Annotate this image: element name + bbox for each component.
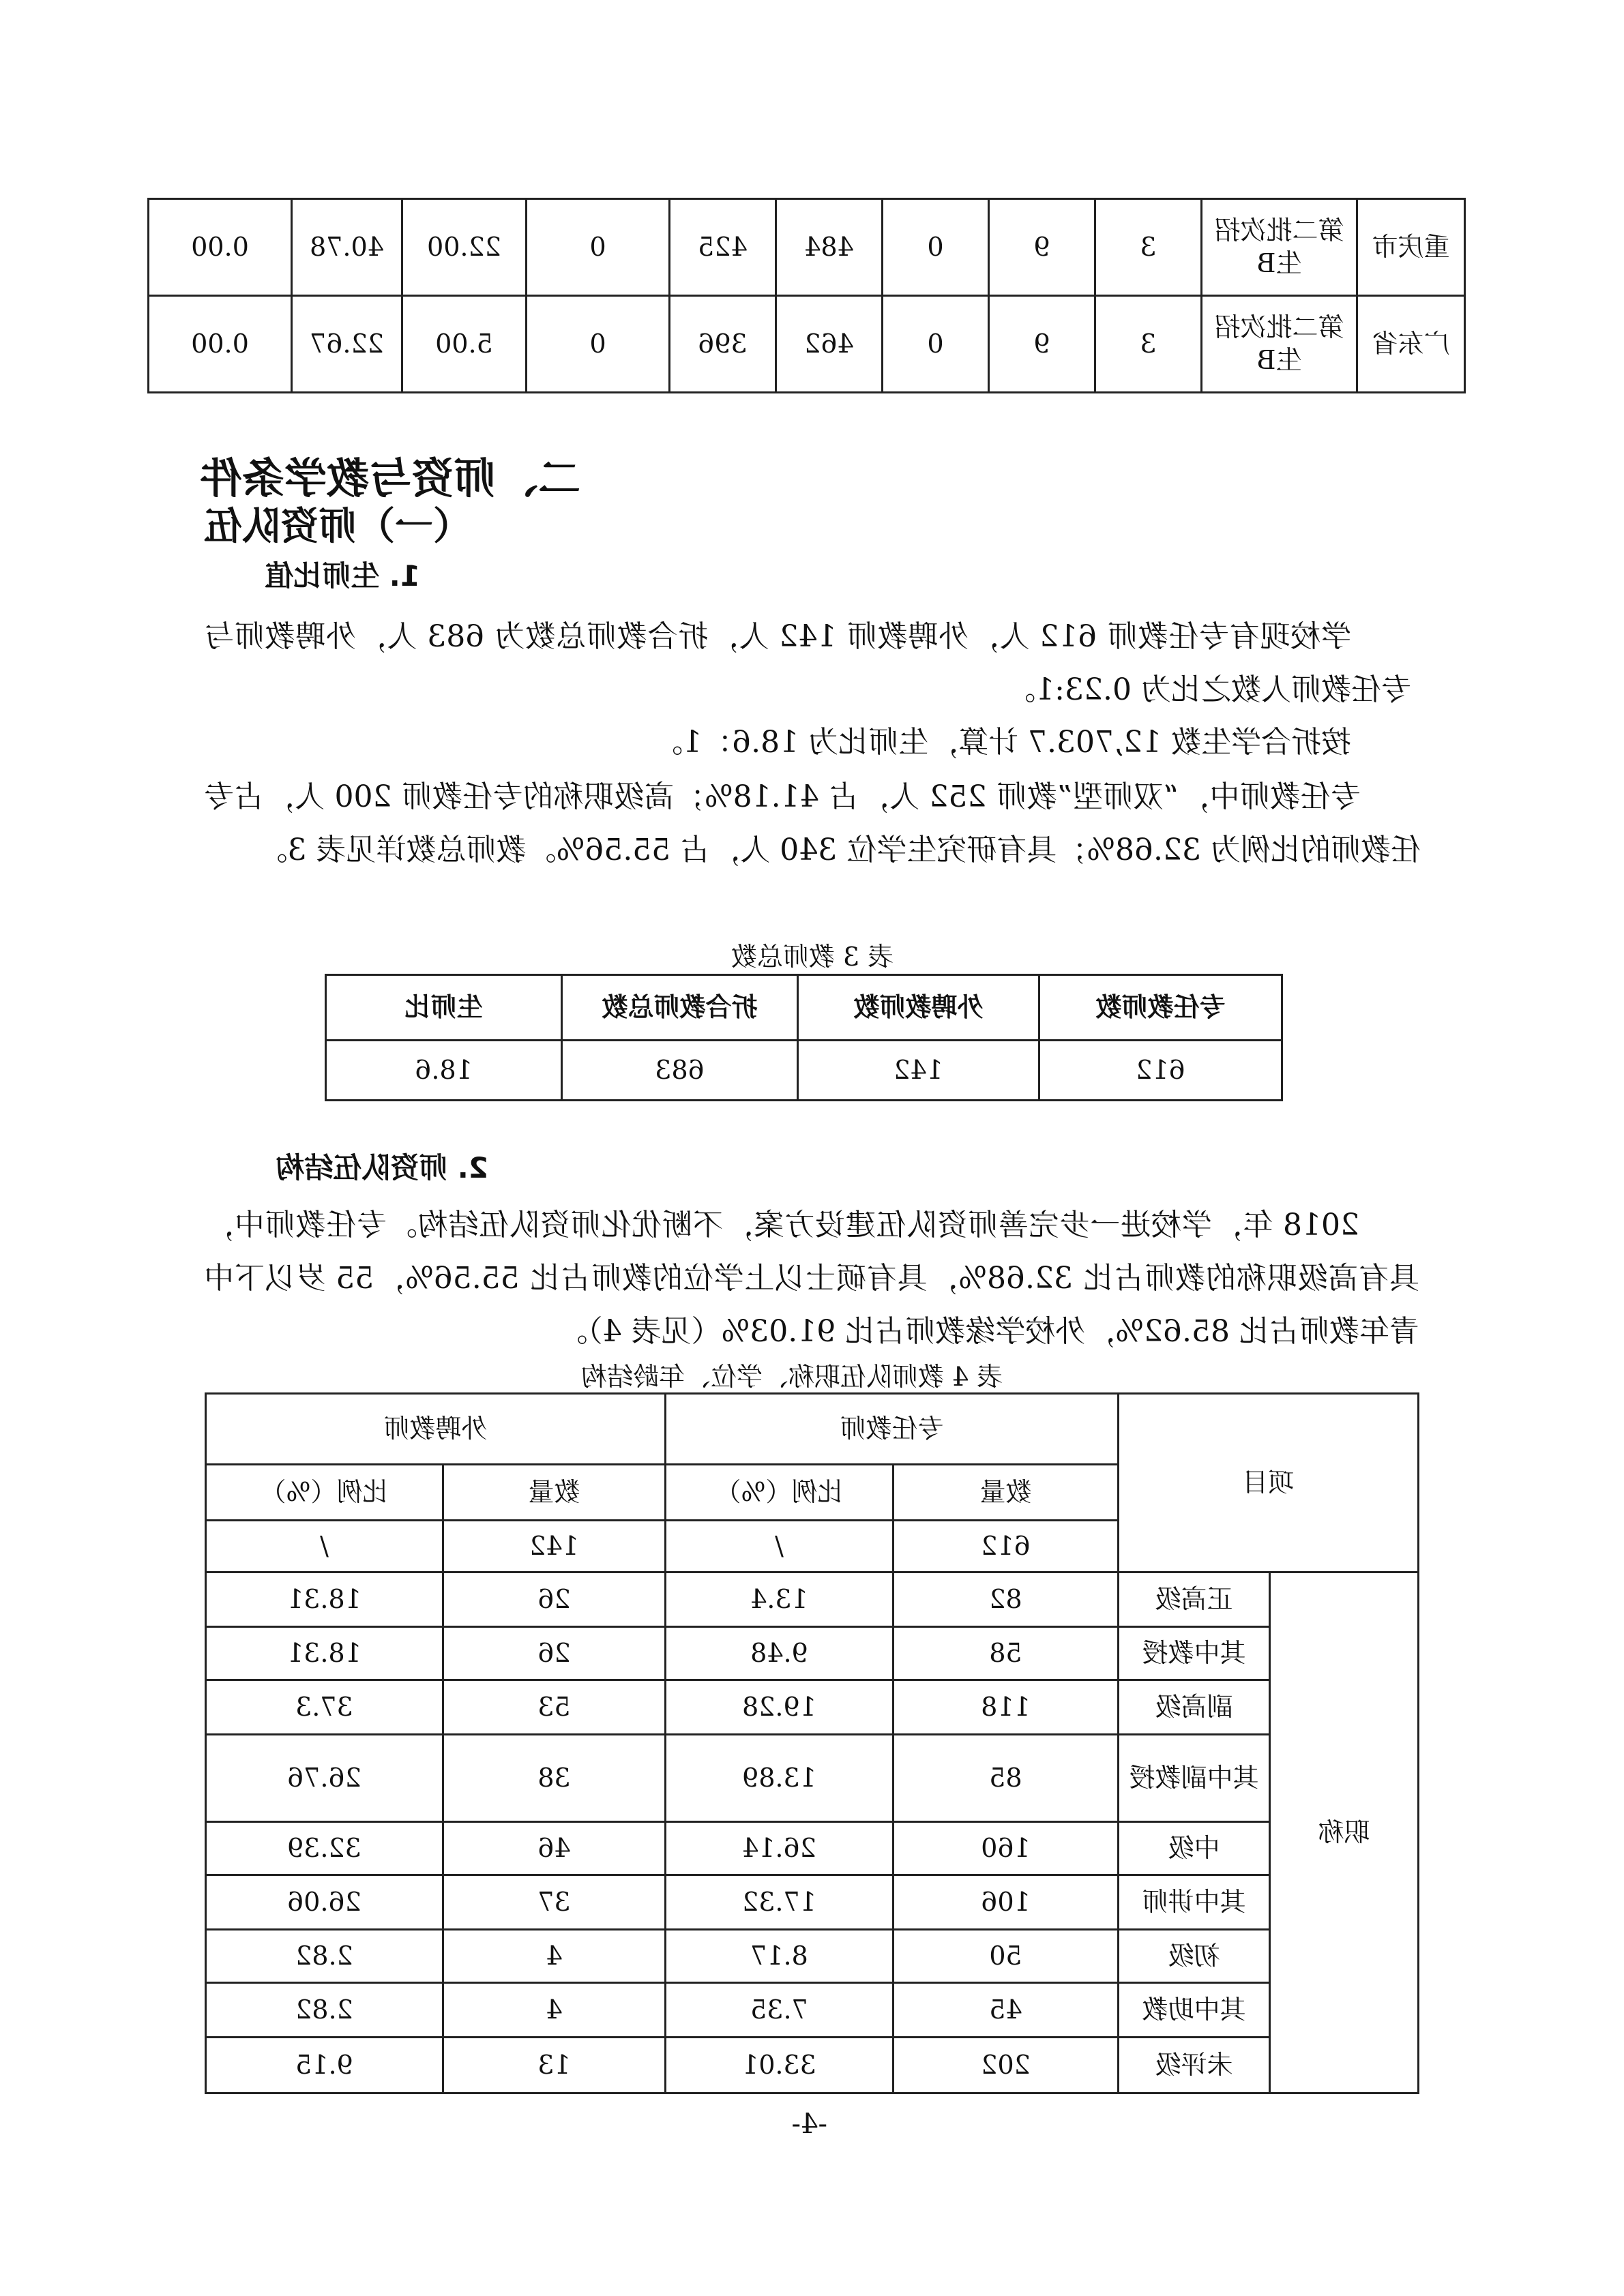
table-cell: 85 xyxy=(893,1735,1118,1822)
table4-group-header: 外聘教师 xyxy=(205,1394,665,1465)
table-cell: 425 xyxy=(670,199,776,296)
table-cell: 3 xyxy=(1095,296,1202,393)
table-row xyxy=(205,1875,1418,1930)
table-cell: 82 xyxy=(893,1572,1118,1627)
table4-row-label: 未评级 xyxy=(1118,2038,1269,2093)
table-cell: 26.76 xyxy=(205,1735,443,1822)
table4-row-label: 其中讲师 xyxy=(1118,1875,1269,1930)
table-cell: 0 xyxy=(527,199,670,296)
table-row xyxy=(205,1572,1418,1627)
table4-row-label: 中级 xyxy=(1118,1822,1269,1875)
table4-subheader: 比例（%） xyxy=(205,1465,443,1521)
table-cell: 53 xyxy=(443,1680,665,1735)
table-cell: 17.32 xyxy=(665,1875,893,1930)
table-cell: 0 xyxy=(883,199,989,296)
teacher-structure-table xyxy=(205,1392,1419,2094)
table-cell: 202 xyxy=(893,2038,1118,2093)
table-cell: 0 xyxy=(883,296,989,393)
table-cell: 26 xyxy=(443,1627,665,1680)
table-cell: 13.89 xyxy=(665,1735,893,1822)
paragraph-ratio: 按折合学生数 12,703.7 计算，生师比为 18.6：1。 xyxy=(653,725,1351,760)
table-cell: 22.67 xyxy=(292,296,402,393)
table4-row-label: 其中副教授 xyxy=(1118,1735,1269,1822)
table-cell: 9.48 xyxy=(665,1627,893,1680)
table-cell: 37 xyxy=(443,1875,665,1930)
table-cell: 9 xyxy=(989,199,1095,296)
table-cell: 32.39 xyxy=(205,1822,443,1875)
table-cell: 第二批次招生B xyxy=(1202,199,1357,296)
table-cell: 462 xyxy=(776,296,883,393)
table3-header: 生师比 xyxy=(326,975,562,1041)
table-cell: 38 xyxy=(443,1735,665,1822)
table4-row-label: 其中教授 xyxy=(1118,1627,1269,1680)
table-row xyxy=(205,1680,1418,1735)
table-cell: 46 xyxy=(443,1822,665,1875)
table-cell: 50 xyxy=(893,1930,1118,1983)
table-cell: 13.4 xyxy=(665,1572,893,1627)
table-cell: 0 xyxy=(527,296,670,393)
table4-row-label: 正高级 xyxy=(1118,1572,1269,1627)
table-cell: 广东省 xyxy=(1357,296,1465,393)
table-cell: 7.35 xyxy=(665,1983,893,2038)
heading-team-structure: 2. 师资队伍结构 xyxy=(276,1151,488,1184)
table-cell: 13 xyxy=(443,2038,665,2093)
table-cell: 18.31 xyxy=(205,1572,443,1627)
table-row xyxy=(149,296,1465,393)
table3-cell: 18.6 xyxy=(326,1041,562,1101)
table-cell: 第二批次招生B xyxy=(1202,296,1357,393)
table4-total: 612 xyxy=(893,1521,1118,1572)
table-cell: 26 xyxy=(443,1572,665,1627)
subsection-title: （一）师资队伍 xyxy=(204,505,471,549)
table4-project-header: 项目 xyxy=(1118,1394,1418,1572)
table-cell: 5.00 xyxy=(402,296,527,393)
table4-subheader: 比例（%） xyxy=(665,1465,893,1521)
table4-row-label: 初级 xyxy=(1118,1930,1269,1983)
table-cell: 22.00 xyxy=(402,199,527,296)
table-cell: 2.82 xyxy=(205,1930,443,1983)
table4-subheader: 数量 xyxy=(443,1465,665,1521)
table4-subheader: 数量 xyxy=(893,1465,1118,1521)
table-cell: 160 xyxy=(893,1822,1118,1875)
table-cell: 40.78 xyxy=(292,199,402,296)
table-row xyxy=(205,1822,1418,1875)
paragraph-teacher-count: 学校现有专任教师 612 人，外聘教师 142 人，折合教师总数为 683 人，外聘教师与专任教师人数之比为 0.23:1。 xyxy=(204,619,1411,707)
table-cell: 106 xyxy=(893,1875,1118,1930)
table-cell: 33.01 xyxy=(665,2038,893,2093)
section-title: 二、师资与教学条件 xyxy=(199,453,580,503)
table3-header: 专任教师数 xyxy=(1039,975,1282,1041)
teacher-total-table xyxy=(325,974,1283,1101)
table-cell: 118 xyxy=(893,1680,1118,1735)
table-row xyxy=(205,1627,1418,1680)
table-row xyxy=(205,1930,1418,1983)
table-cell: 484 xyxy=(776,199,883,296)
table4-group-header: 专任教师 xyxy=(665,1394,1118,1465)
table-cell: 26.06 xyxy=(205,1875,443,1930)
table-cell: 26.14 xyxy=(665,1822,893,1875)
admission-table xyxy=(147,198,1466,393)
heading-student-teacher-ratio: 1. 生师比值 xyxy=(265,559,420,593)
page-number: -4- xyxy=(791,2108,827,2140)
table3-header: 外聘教师数 xyxy=(798,975,1039,1041)
table-cell: 9 xyxy=(989,296,1095,393)
table-cell: 重庆市 xyxy=(1357,199,1465,296)
table4-row-label: 副高级 xyxy=(1118,1680,1269,1735)
table-cell: 37.3 xyxy=(205,1680,443,1735)
table-row xyxy=(205,1735,1418,1822)
table-cell: 2.82 xyxy=(205,1983,443,2038)
paragraph-team-structure: 2018 年，学校进一步完善师资队伍建设方案，不断优化师资队伍结构。专任教师中，具有高级职称的教师占比 32.68%，具有硕士以上学位的教师占比 55.56%，55 岁以下中青年教师占比 85.62%，外校学缘教师占比 91.03%（见表 4）。 xyxy=(204,1208,1419,1349)
paragraph-teacher-structure: 专任教师中，“双师型”教师 252 人，占 41.18%；高级职称的专任教师 200 人，占专任教师的比例为 32.68%；具有研究生学位 340 人，占 55.56%。教师总数详见表 3。 xyxy=(204,779,1421,867)
table-cell: 4 xyxy=(443,1930,665,1983)
table4-total: / xyxy=(205,1521,443,1572)
table-cell: 18.31 xyxy=(205,1627,443,1680)
table4-caption: 表 4 教师队伍职称、学位、年龄结构 xyxy=(580,1362,1003,1392)
table4-total: 142 xyxy=(443,1521,665,1572)
table-cell: 3 xyxy=(1095,199,1202,296)
table-cell: 45 xyxy=(893,1983,1118,2038)
table4-category: 职称 xyxy=(1270,1572,1419,2093)
table4-total: / xyxy=(665,1521,893,1572)
table4-row-label: 其中助教 xyxy=(1118,1983,1269,2038)
table-cell: 19.28 xyxy=(665,1680,893,1735)
table-cell: 9.15 xyxy=(205,2038,443,2093)
table-row xyxy=(205,1983,1418,2038)
table-row xyxy=(149,199,1465,296)
table3-cell: 612 xyxy=(1039,1041,1282,1101)
table-cell: 0.00 xyxy=(149,199,292,296)
table-cell: 4 xyxy=(443,1983,665,2038)
table3-caption: 表 3 教师总数 xyxy=(730,942,894,972)
table-cell: 58 xyxy=(893,1627,1118,1680)
table-cell: 396 xyxy=(670,296,776,393)
table-row xyxy=(205,2038,1418,2093)
table-cell: 0.00 xyxy=(149,296,292,393)
table-cell: 8.17 xyxy=(665,1930,893,1983)
table3-cell: 142 xyxy=(798,1041,1039,1101)
table3-cell: 683 xyxy=(562,1041,798,1101)
table3-header: 折合教师总数 xyxy=(562,975,798,1041)
